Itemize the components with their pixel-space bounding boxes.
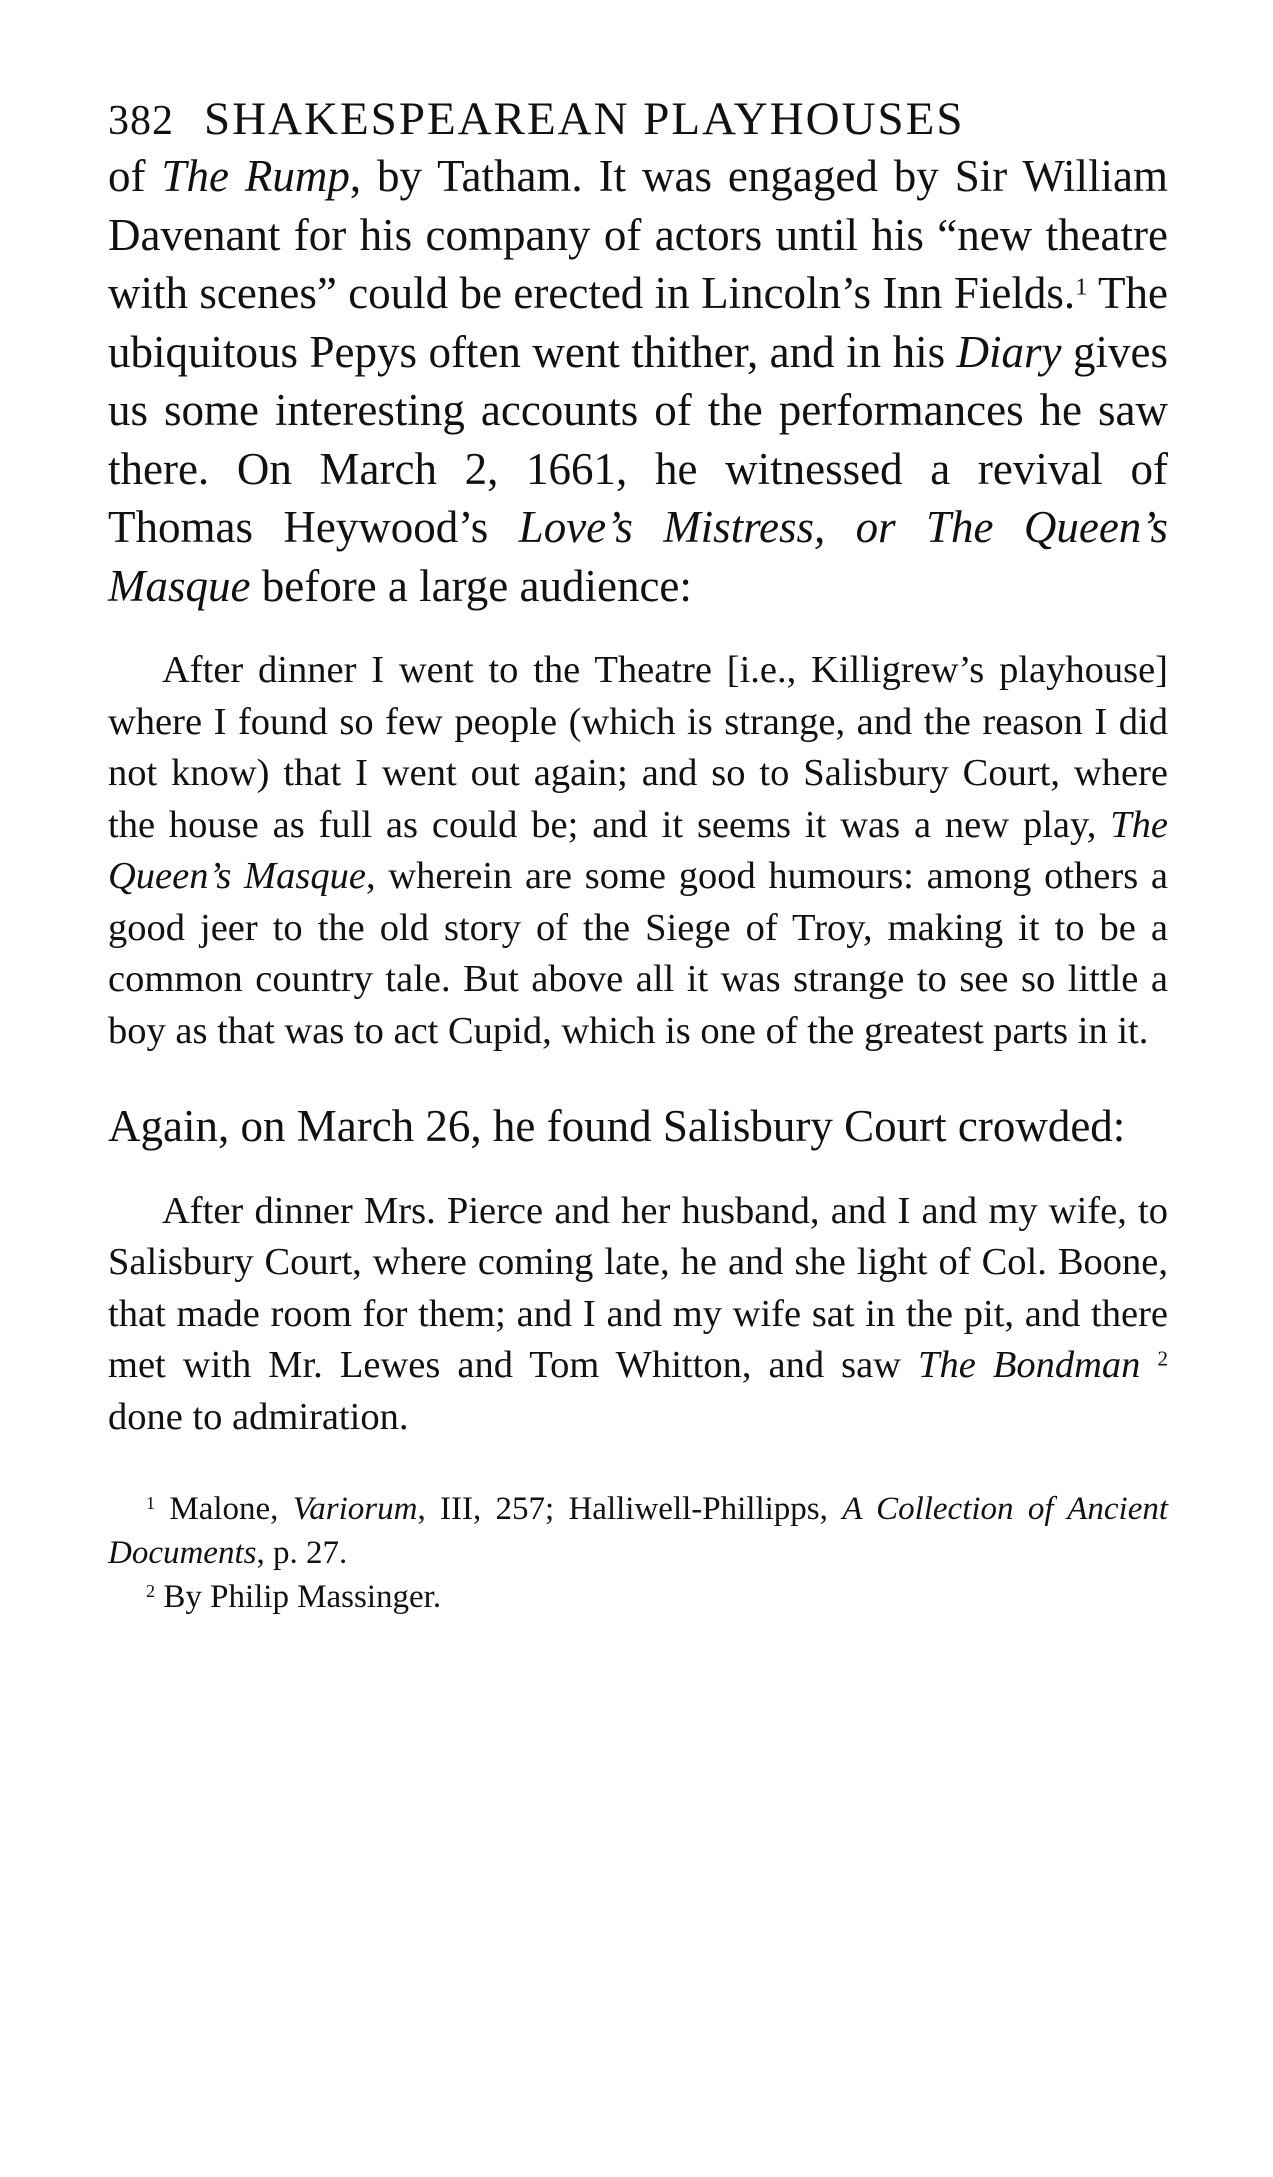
text-run: before a large audience: <box>250 560 692 611</box>
italic-title: Diary <box>956 326 1062 377</box>
text-run: , III, 257; Halliwell-Phillipps, <box>417 1491 843 1527</box>
italic-title: The Bondman <box>918 1344 1141 1386</box>
text-run: Malone, <box>155 1491 293 1527</box>
text-run: By Philip Massinger. <box>155 1579 442 1615</box>
footnote-reference: 1 <box>1075 273 1088 301</box>
book-page <box>108 93 1169 1619</box>
italic-title: A Collection of Ancient Documents <box>108 1491 1169 1571</box>
text-run: done to admiration. <box>108 1395 409 1438</box>
text-run: After dinner Mrs. Pierce and her husband, and I and my wife, to Salisbury Court, where coming late, he and she light of Col. Boone, that made room for them; and I and my wife sat in the pit, and there met with Mr. Lewes and Tom Whitton, and saw <box>108 1189 1168 1386</box>
footnote-marker: 2 <box>146 1581 156 1602</box>
body-paragraph <box>108 147 1168 615</box>
text-run: , wherein are some good humours: among others a good jeer to the old story of the Siege of Troy, making it to be a common country tale. But above all it was strange to see so little a boy as that was to act Cupid, which is one of the greatest parts in it. <box>108 855 1168 1052</box>
text-run: of <box>108 151 162 201</box>
text-run: , p. 27. <box>256 1535 348 1571</box>
running-head <box>108 93 1168 145</box>
running-title: SHAKESPEAREAN PLAYHOUSES <box>204 93 965 145</box>
footnote-marker: 1 <box>146 1493 156 1514</box>
block-quote <box>108 1186 1168 1444</box>
text-run: , by Tatham. It was engaged by Sir William Davenant for his company of actors until his “new theatre with scenes” could be erected in Lincoln’s Inn Fields. <box>108 151 1168 318</box>
footnotes <box>108 1487 1168 1619</box>
block-quote <box>108 645 1168 1057</box>
italic-title: Love’s Mistress, or The Queen’s Masque <box>108 502 1168 611</box>
italic-title: Variorum <box>292 1491 418 1527</box>
footnote <box>108 1575 1168 1619</box>
italic-title: The Queen’s Masque <box>108 803 1168 897</box>
text-run: After dinner I went to the Theatre [i.e., Killigrew’s playhouse] where I found so few people (which is strange, and the reason I did not know) that I went out again; and so to Salisbury Court, where the house as full as could be; and it seems it was a new play, <box>108 649 1168 846</box>
text-run: gives us some interesting accounts of the performances he saw there. On March 2, 1661, he witnessed a revival of Thomas Heywood’s <box>108 326 1168 552</box>
text-run: The ubiquitous Pepys often went thither, and in his <box>108 268 1169 377</box>
footnote <box>108 1487 1168 1575</box>
page-number: 382 <box>108 98 174 144</box>
italic-title: The Rump <box>161 151 350 201</box>
body-paragraph: Again, on March 26, he found Salisbury Court crowded: <box>108 1101 1126 1151</box>
footnote-reference: 2 <box>1157 1346 1169 1371</box>
